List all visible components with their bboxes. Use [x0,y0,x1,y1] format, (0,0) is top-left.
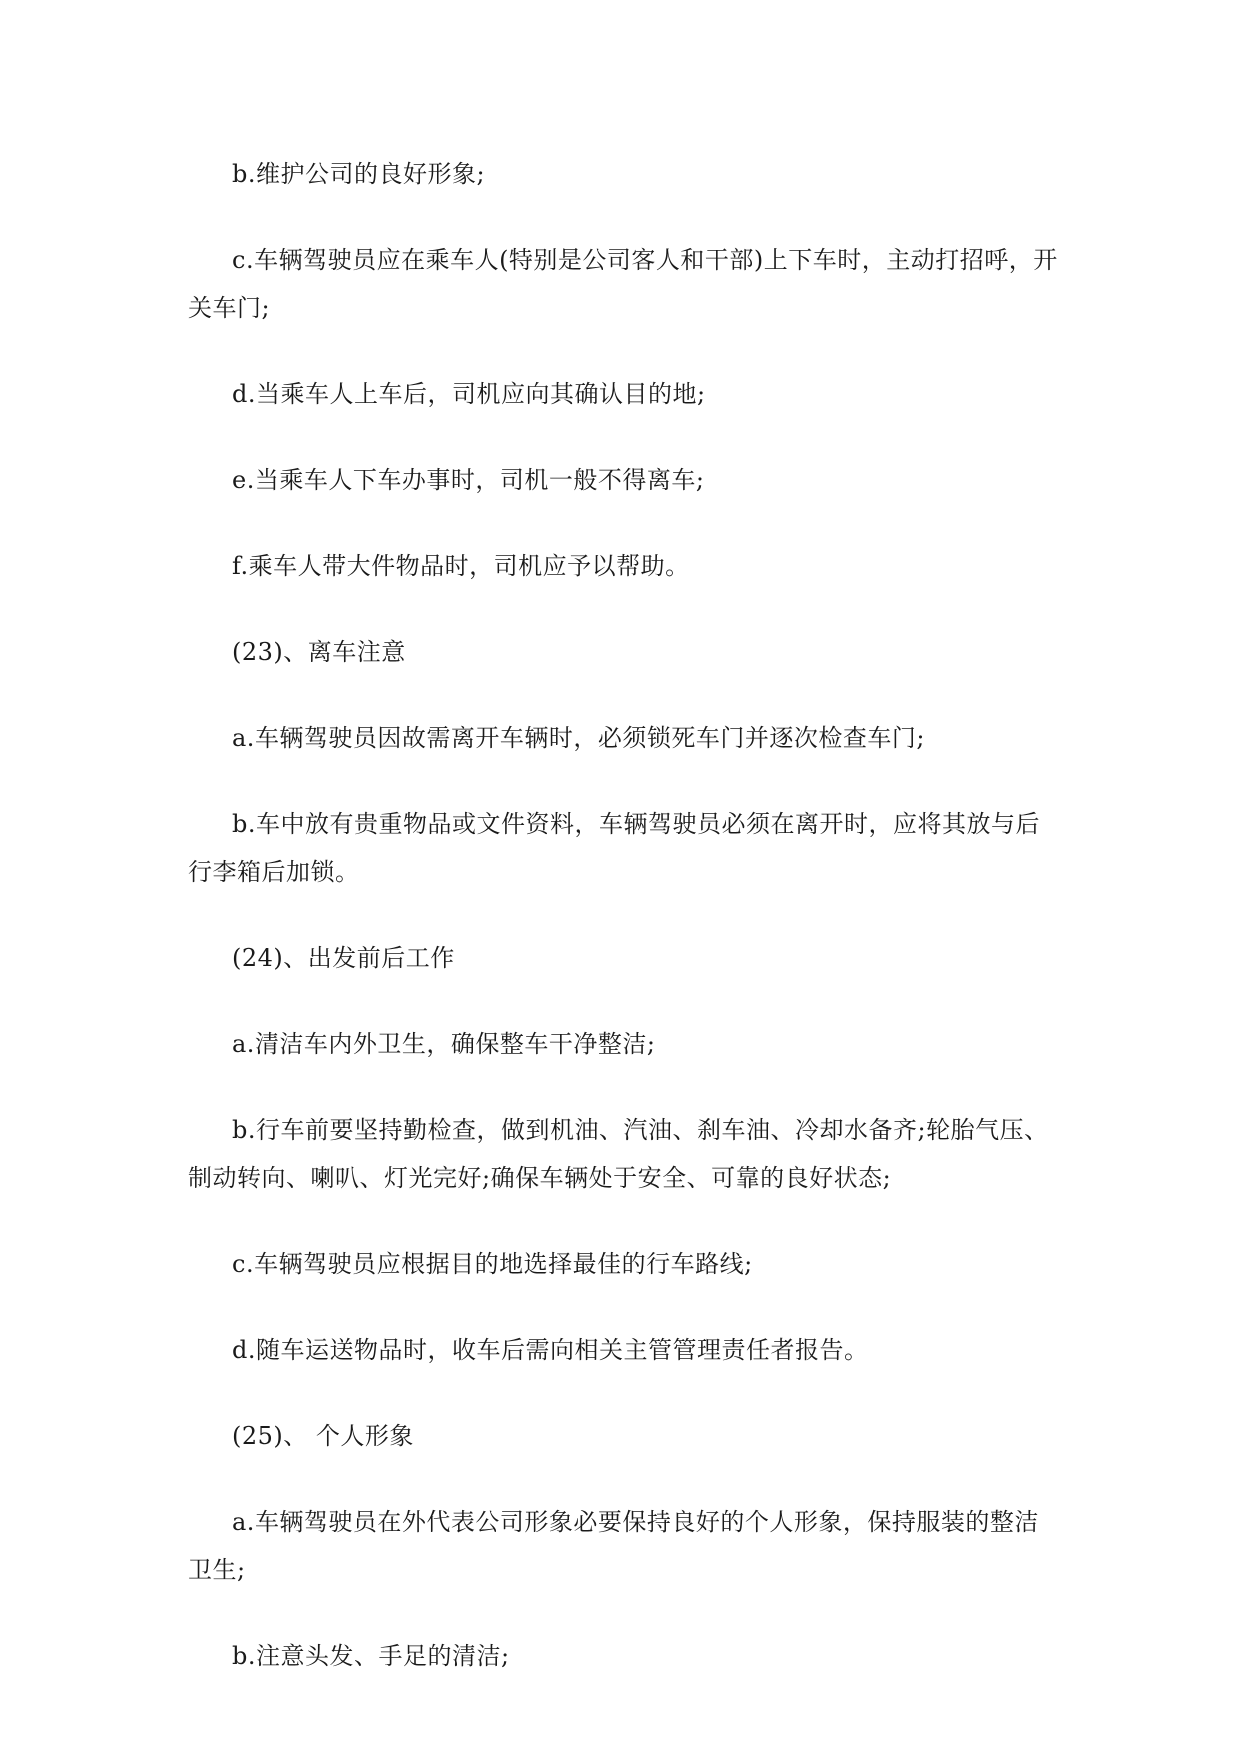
paragraph-b-valuables: b.车中放有贵重物品或文件资料，车辆驾驶员必须在离开时，应将其放与后行李箱后加锁。 [188,810,1040,886]
document-body [188,150,1058,1718]
paragraph-a-clean-car: a.清洁车内外卫生，确保整车干净整洁; [232,1030,656,1058]
paragraph-f-help-with-items: f.乘车人带大件物品时，司机应予以帮助。 [232,552,690,580]
section-heading-23: (23)、离车注意 [232,638,406,666]
paragraph-a-lock-doors: a.车辆驾驶员因故需离开车辆时，必须锁死车门并逐次检查车门; [232,724,926,752]
paragraph-b-hygiene: b.注意头发、手足的清洁; [232,1642,510,1670]
paragraph-c-best-route: c.车辆驾驶员应根据目的地选择最佳的行车路线; [232,1250,753,1278]
paragraph-e-stay-with-car: e.当乘车人下车办事时，司机一般不得离车; [232,466,705,494]
paragraph-c-greet-passengers: c.车辆驾驶员应在乘车人(特别是公司客人和干部)上下车时，主动打招呼，开关车门; [188,246,1058,322]
section-heading-25: (25)、 个人形象 [232,1422,414,1450]
section-heading-24: (24)、出发前后工作 [232,944,455,972]
paragraph-b-pre-drive-check: b.行车前要坚持勤检查，做到机油、汽油、刹车油、冷却水备齐;轮胎气压、制动转向、喇叭、灯光完好;确保车辆处于安全、可靠的良好状态; [188,1116,1049,1192]
paragraph-a-personal-image: a.车辆驾驶员在外代表公司形象必要保持良好的个人形象，保持服装的整洁卫生; [188,1508,1039,1584]
paragraph-d-report-delivery: d.随车运送物品时，收车后需向相关主管管理责任者报告。 [232,1336,869,1364]
paragraph-b-company-image: b.维护公司的良好形象; [232,160,486,188]
paragraph-d-confirm-destination: d.当乘车人上车后，司机应向其确认目的地; [232,380,706,408]
